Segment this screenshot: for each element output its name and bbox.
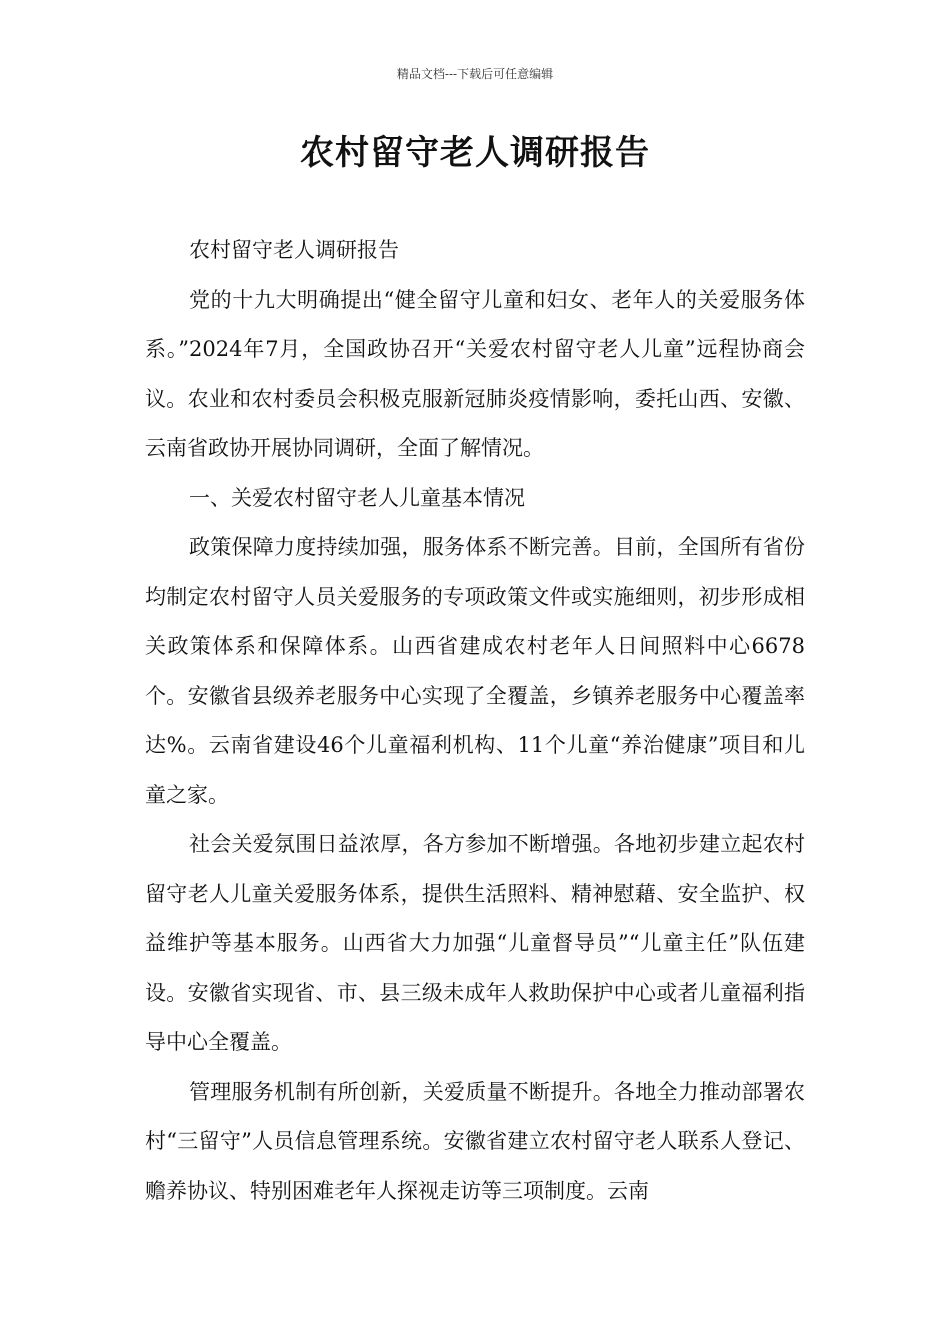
paragraph-policy: 政策保障力度持续加强，服务体系不断完善。目前，全国所有省份均制定农村留守人员关爱服务的专项政策文件或实施细则，初步形成相关政策体系和保障体系。山西省建成农村老年人日间照料中心6678个。安徽省县级养老服务中心实现了全覆盖，乡镇养老服务中心覆盖率达%。云南省建设46个儿童福利机构、11个儿童“养治健康”项目和儿童之家。 — [145, 535, 805, 807]
document-title: 农村留守老人调研报告 — [300, 133, 650, 173]
paragraph-society: 社会关爱氛围日益浓厚，各方参加不断增强。各地初步建立起农村留守老人儿童关爱服务体系，提供生活照料、精神慰藉、安全监护、权益维护等基本服务。山西省大力加强“儿童督导员”“儿童主任”队伍建设。安徽省实现省、市、县三级未成年人救助保护中心或者儿童福利指导中心全覆盖。 — [145, 832, 805, 1054]
paragraph-subtitle: 农村留守老人调研报告 — [189, 238, 399, 262]
document-body — [145, 226, 805, 1216]
paragraph-management: 管理服务机制有所创新，关爱质量不断提升。各地全力推动部署农村“三留守”人员信息管理系统。安徽省建立农村留守老人联系人登记、赡养协议、特别困难老年人探视走访等三项制度。云南 — [145, 1079, 805, 1203]
paragraph-intro: 党的十九大明确提出“健全留守儿童和妇女、老年人的关爱服务体系。”2024年7月，全国政协召开“关爱农村留守老人儿童”远程协商会议。农业和农村委员会积极克服新冠肺炎疫情影响，委托山西、安徽、云南省政协开展协同调研，全面了解情况。 — [145, 287, 805, 460]
header-note: 精品文档---下载后可任意编辑 — [396, 67, 554, 81]
section-heading: 一、关爱农村留守老人儿童基本情况 — [189, 485, 525, 510]
